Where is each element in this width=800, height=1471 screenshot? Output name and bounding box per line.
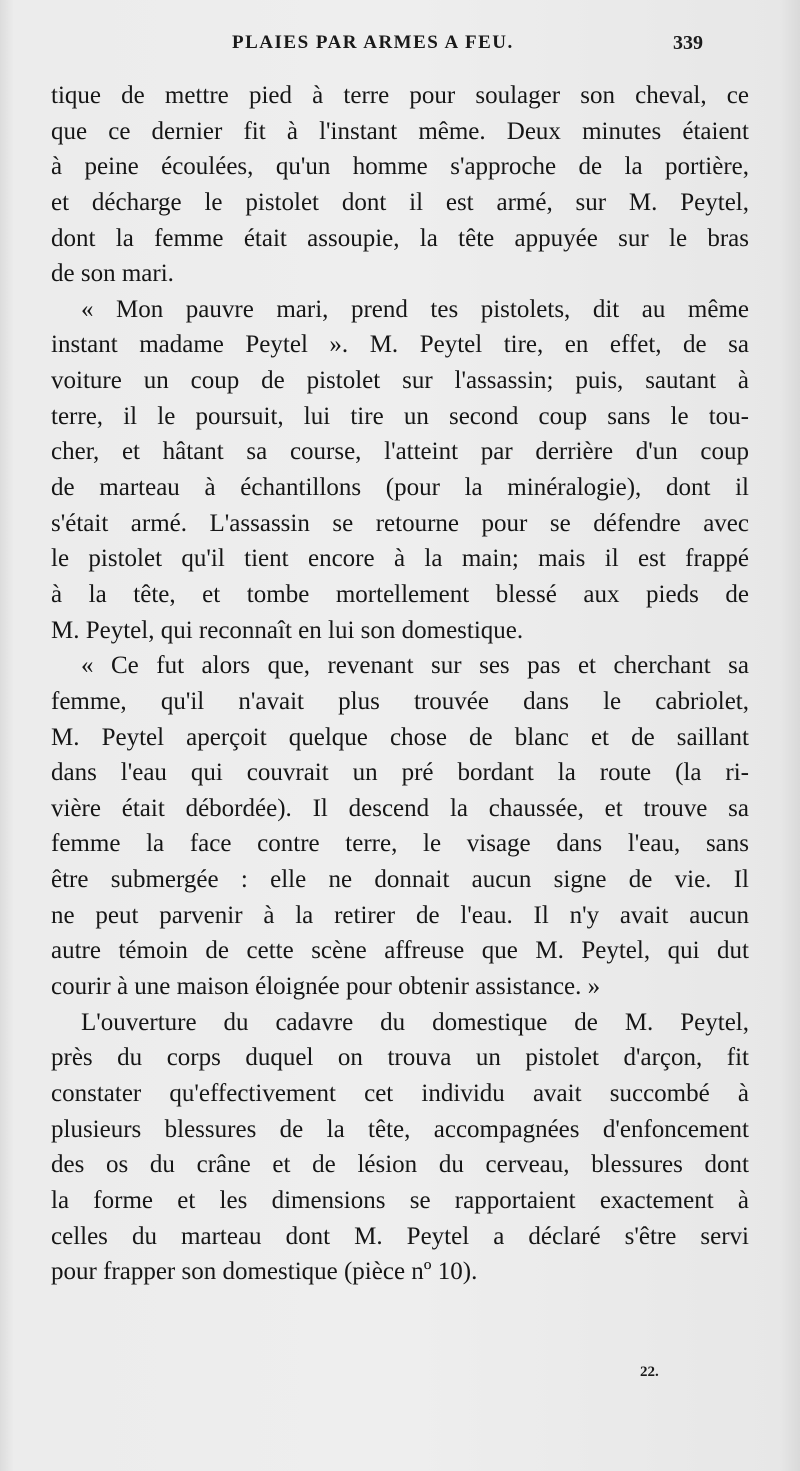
- text-line: « Ce fut alors que, revenant sur ses pas et cherchant sa: [81, 652, 749, 680]
- text-line: de marteau à échantillons (pour la minéralogie), dont il: [51, 474, 749, 502]
- text-line: et décharge le pistolet dont il est armé, sur M. Peytel,: [51, 188, 749, 216]
- text-line: L'ouverture du cadavre du domestique de M. Peytel,: [81, 1008, 749, 1036]
- text-line: à peine écoulées, qu'un homme s'approche de la portière,: [51, 153, 749, 181]
- text-line: femme la face contre terre, le visage dans l'eau, sans: [51, 830, 749, 858]
- text-line: celles du marteau dont M. Peytel a déclaré s'être servi: [51, 1222, 749, 1250]
- text-line: tique de mettre pied à terre pour soulager son cheval, ce: [51, 82, 749, 109]
- text-line: ne peut parvenir à la retirer de l'eau. Il n'y avait aucun: [51, 901, 749, 929]
- text-line: terre, il le poursuit, lui tire un second coup sans le tou-: [51, 402, 749, 430]
- text-line: s'était armé. L'assassin se retourne pour se défendre avec: [51, 509, 749, 537]
- text-line: cher, et hâtant sa course, l'atteint par derrière d'un coup: [51, 438, 749, 466]
- text-line: dans l'eau qui couvrait un pré bordant la route (la ri-: [51, 759, 749, 787]
- running-title: PLAIES PAR ARMES A FEU.: [232, 32, 514, 53]
- text-line: plusieurs blessures de la tête, accompagnées d'enfoncement: [51, 1115, 749, 1143]
- text-line: la forme et les dimensions se rapportaient exactement à: [51, 1186, 749, 1214]
- text-line: vière était débordée). Il descend la chaussée, et trouve sa: [51, 794, 749, 822]
- running-head: [0, 32, 800, 62]
- text-line: près du corps duquel on trouva un pistolet d'arçon, fit: [51, 1044, 749, 1072]
- text-line: le pistolet qu'il tient encore à la main; mais il est frappé: [51, 545, 749, 573]
- body-text: [51, 78, 749, 1290]
- text-line: constater qu'effectivement cet individu avait succombé à: [51, 1079, 749, 1107]
- text-line: voiture un coup de pistolet sur l'assassin; puis, sautant à: [51, 367, 749, 395]
- text-line: M. Peytel, qui reconnaît en lui son domestique.: [51, 616, 524, 644]
- signature-mark: 22.: [640, 1364, 659, 1380]
- text-line: femme, qu'il n'avait plus trouvée dans le cabriolet,: [51, 687, 749, 715]
- text-line: « Mon pauvre mari, prend tes pistolets, dit au même: [81, 295, 749, 323]
- text-line: dont la femme était assoupie, la tête appuyée sur le bras: [51, 224, 749, 252]
- text-line: des os du crâne et de lésion du cerveau, blessures dont: [51, 1151, 749, 1179]
- text-line: courir à une maison éloignée pour obtenir assistance. »: [51, 973, 601, 1001]
- text-line: que ce dernier fit à l'instant même. Deux minutes étaient: [51, 117, 749, 145]
- text-line: à la tête, et tombe mortellement blessé aux pieds de: [51, 580, 749, 608]
- text-line: de son mari.: [51, 260, 174, 288]
- text-line: pour frapper son domestique (pièce nº 10).: [51, 1258, 478, 1286]
- text-line: autre témoin de cette scène affreuse que M. Peytel, qui dut: [51, 937, 749, 965]
- text-line: instant madame Peytel ». M. Peytel tire, en effet, de sa: [51, 331, 749, 359]
- text-line: être submergée : elle ne donnait aucun signe de vie. Il: [51, 866, 749, 894]
- text-line: M. Peytel aperçoit quelque chose de blanc et de saillant: [51, 723, 749, 751]
- page-number: 339: [673, 32, 703, 54]
